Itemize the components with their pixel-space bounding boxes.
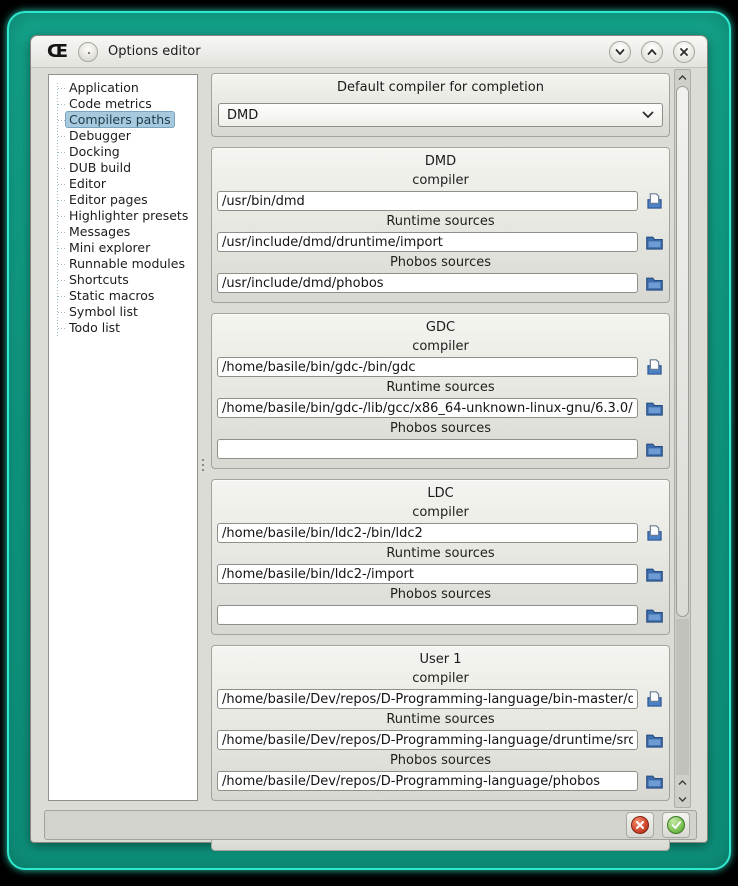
chevron-down-icon: [614, 46, 626, 58]
group-title: Default compiler for completion: [337, 80, 544, 95]
runtime-sources-input[interactable]: [217, 232, 638, 252]
bottom-toolbar: [44, 810, 697, 840]
sidebar-item-editor[interactable]: Editor: [49, 176, 197, 192]
file-icon: [645, 690, 664, 709]
group-title: GDC: [425, 320, 456, 335]
open-folder-button[interactable]: [644, 398, 664, 418]
folder-icon: [645, 399, 664, 418]
open-folder-button[interactable]: [644, 273, 664, 293]
compiler-group-gdc: [211, 313, 670, 469]
compiler-group-user1: [211, 645, 670, 801]
open-folder-button[interactable]: [644, 564, 664, 584]
phobos-sources-input[interactable]: [217, 273, 638, 293]
field-label-phobos: Phobos sources: [389, 255, 492, 270]
default-compiler-select[interactable]: [218, 103, 663, 127]
chevron-up-icon: [646, 46, 658, 58]
compiler-path-input[interactable]: [217, 357, 638, 377]
chevron-up-icon: [678, 75, 687, 81]
group-title: LDC: [427, 486, 454, 501]
open-folder-button[interactable]: [644, 439, 664, 459]
folder-icon: [645, 772, 664, 791]
window-menu-button[interactable]: [78, 42, 98, 62]
field-label-phobos: Phobos sources: [389, 587, 492, 602]
field-label-runtime: Runtime sources: [386, 712, 495, 727]
close-icon: [678, 46, 690, 58]
vertical-scrollbar[interactable]: [674, 69, 691, 808]
sidebar-item-compilers-paths[interactable]: Compilers paths: [49, 112, 197, 128]
chevron-up-icon: [678, 780, 687, 786]
categories-tree: [48, 74, 198, 801]
compiler-group-ldc: [211, 479, 670, 635]
group-title: DMD: [424, 154, 457, 169]
file-icon: [645, 524, 664, 543]
sidebar-item-highlighter-presets[interactable]: Highlighter presets: [49, 208, 197, 224]
open-file-button[interactable]: [644, 689, 664, 709]
compiler-path-input[interactable]: [217, 523, 638, 543]
field-label-runtime: Runtime sources: [386, 214, 495, 229]
sidebar-item-mini-explorer[interactable]: Mini explorer: [49, 240, 197, 256]
field-label-phobos: Phobos sources: [389, 753, 492, 768]
open-file-button[interactable]: [644, 523, 664, 543]
sidebar-item-symbol-list[interactable]: Symbol list: [49, 304, 197, 320]
runtime-sources-input[interactable]: [217, 398, 638, 418]
unshade-button[interactable]: [641, 41, 663, 63]
sidebar-item-shortcuts[interactable]: Shortcuts: [49, 272, 197, 288]
default-compiler-group: [211, 73, 670, 137]
compiler-path-input[interactable]: [217, 191, 638, 211]
window-title: Options editor: [108, 44, 201, 59]
folder-icon: [645, 440, 664, 459]
sidebar-item-docking[interactable]: Docking: [49, 144, 197, 160]
scrollbar-thumb[interactable]: [676, 86, 689, 617]
folder-icon: [645, 731, 664, 750]
file-icon: [645, 358, 664, 377]
cancel-button[interactable]: [626, 812, 654, 838]
runtime-sources-input[interactable]: [217, 564, 638, 584]
sidebar-item-editor-pages[interactable]: Editor pages: [49, 192, 197, 208]
app-logo-icon: Œ: [47, 40, 69, 62]
sidebar-item-debugger[interactable]: Debugger: [49, 128, 197, 144]
dot-icon: [88, 52, 90, 54]
folder-icon: [645, 233, 664, 252]
sidebar-item-dub-build[interactable]: DUB build: [49, 160, 197, 176]
close-button[interactable]: [673, 41, 695, 63]
sidebar-item-static-macros[interactable]: Static macros: [49, 288, 197, 304]
open-file-button[interactable]: [644, 357, 664, 377]
titlebar[interactable]: [31, 36, 707, 68]
field-label-runtime: Runtime sources: [386, 380, 495, 395]
field-label-compiler: compiler: [412, 505, 469, 520]
open-folder-button[interactable]: [644, 730, 664, 750]
accept-icon: [667, 816, 685, 834]
scroll-up-button[interactable]: [675, 70, 690, 85]
folder-icon: [645, 565, 664, 584]
settings-panel: [208, 69, 673, 808]
accept-button[interactable]: [662, 812, 690, 838]
open-folder-button[interactable]: [644, 605, 664, 625]
scrollbar-track[interactable]: [676, 619, 689, 775]
sidebar-item-todo-list[interactable]: Todo list: [49, 320, 197, 336]
options-editor-window: [30, 35, 708, 843]
folder-icon: [645, 274, 664, 293]
open-folder-button[interactable]: [644, 232, 664, 252]
folder-icon: [645, 606, 664, 625]
splitter-handle[interactable]: [199, 74, 208, 801]
field-label-compiler: compiler: [412, 339, 469, 354]
compiler-group-dmd: [211, 147, 670, 303]
runtime-sources-input[interactable]: [217, 730, 638, 750]
phobos-sources-input[interactable]: [217, 771, 638, 791]
chevron-down-icon: [678, 796, 687, 802]
file-icon: [645, 192, 664, 211]
chevron-down-icon: [642, 111, 654, 119]
sidebar-item-runnable-modules[interactable]: Runnable modules: [49, 256, 197, 272]
window-controls: [609, 41, 695, 63]
group-title: User 1: [419, 652, 462, 667]
scroll-down-button[interactable]: [675, 791, 690, 806]
sidebar-item-messages[interactable]: Messages: [49, 224, 197, 240]
open-folder-button[interactable]: [644, 771, 664, 791]
field-label-compiler: compiler: [412, 671, 469, 686]
sidebar-item-application[interactable]: Application: [49, 80, 197, 96]
open-file-button[interactable]: [644, 191, 664, 211]
field-label-runtime: Runtime sources: [386, 546, 495, 561]
field-label-compiler: compiler: [412, 173, 469, 188]
shade-button[interactable]: [609, 41, 631, 63]
sidebar-item-code-metrics[interactable]: Code metrics: [49, 96, 197, 112]
phobos-sources-input[interactable]: [217, 439, 638, 459]
scroll-up-button-bottom[interactable]: [675, 775, 690, 790]
combo-value: DMD: [227, 107, 259, 123]
cancel-icon: [631, 816, 649, 834]
phobos-sources-input[interactable]: [217, 605, 638, 625]
compiler-path-input[interactable]: [217, 689, 638, 709]
field-label-phobos: Phobos sources: [389, 421, 492, 436]
